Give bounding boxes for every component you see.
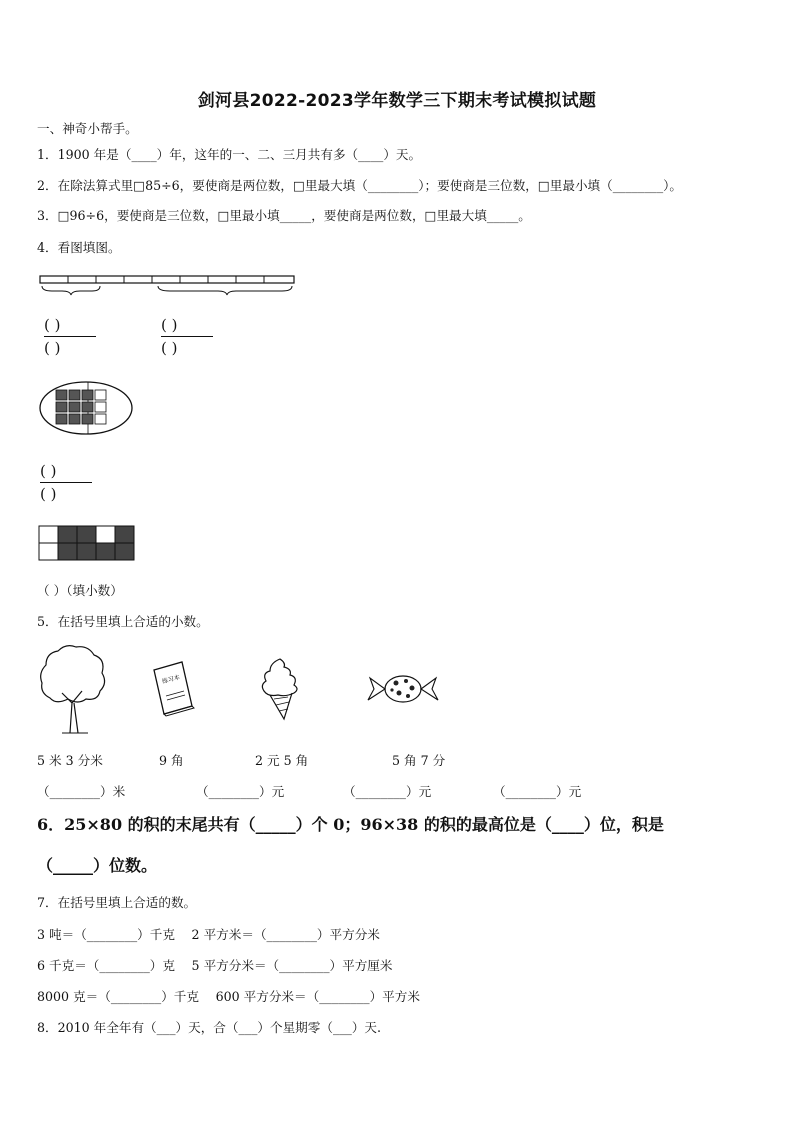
numerator-blank: ( ) <box>161 316 178 334</box>
fraction-blank-2[interactable] <box>161 315 213 358</box>
fraction-blank-3[interactable] <box>40 461 92 504</box>
conversion-row: 6 千克＝（________）克 5 平方分米＝（________）平方厘米 <box>37 958 393 973</box>
tree-icon <box>38 643 108 735</box>
question-5: 5．在括号里填上合适的小数。 <box>37 614 209 629</box>
question-7: 7．在括号里填上合适的数。 <box>37 895 197 910</box>
numerator-blank: ( ) <box>44 316 61 334</box>
measure-label: 5 米 3 分米 <box>37 753 103 768</box>
question-6-line-2: （_____）位数。 <box>37 856 158 875</box>
ice-cream-icon <box>256 655 306 721</box>
shaded-grid-figure <box>38 525 138 563</box>
denominator-blank: ( ) <box>40 485 57 503</box>
question-4: 4．看图填图。 <box>37 240 121 255</box>
measure-label: 9 角 <box>159 753 184 768</box>
fraction-blank-1[interactable] <box>44 315 96 358</box>
page-title: 剑河县2022-2023学年数学三下期末考试模拟试题 <box>197 91 597 111</box>
answer-blank[interactable]: （________）米 <box>37 784 126 799</box>
notebook-label: 练习本 <box>161 673 181 686</box>
question-3: 3．□96÷6，要使商是三位数，□里最小填_____，要使商是两位数，□里最大填_____。 <box>37 208 531 223</box>
notebook-icon <box>150 660 196 718</box>
decimal-answer-line: （ ）（填小数） <box>37 583 123 598</box>
answer-blank[interactable]: （________）元 <box>493 784 582 799</box>
conversion-row: 3 吨＝（________）千克 2 平方米＝（________）平方分米 <box>37 927 380 942</box>
answer-blank[interactable]: （________）元 <box>343 784 432 799</box>
answer-blank[interactable]: （________）元 <box>196 784 285 799</box>
numerator-blank: ( ) <box>40 462 57 480</box>
question-1: 1．1900 年是（____）年，这年的一、二、三月共有多（____）天。 <box>37 147 422 162</box>
denominator-blank: ( ) <box>161 339 178 357</box>
segmented-bar-figure <box>38 268 298 298</box>
measure-label: 5 角 7 分 <box>392 753 446 768</box>
question-2: 2．在除法算式里□85÷6，要使商是两位数，□里最大填（________）；要使商是三位数，□里最小填（________）。 <box>37 178 683 193</box>
conversion-row: 8000 克＝（________）千克 600 平方分米＝（________）平方米 <box>37 989 420 1004</box>
candy-icon <box>366 672 440 706</box>
question-6-line-1: 6．25×80 的积的末尾共有（_____）个 0；96×38 的积的最高位是（____）位，积是 <box>37 815 664 834</box>
denominator-blank: ( ) <box>44 339 61 357</box>
measure-label: 2 元 5 角 <box>255 753 309 768</box>
section-heading: 一、神奇小帮手。 <box>37 121 138 136</box>
ellipse-grid-figure <box>38 380 138 436</box>
question-8: 8．2010 年全年有（___）天，合（___）个星期零（___）天. <box>37 1020 382 1035</box>
